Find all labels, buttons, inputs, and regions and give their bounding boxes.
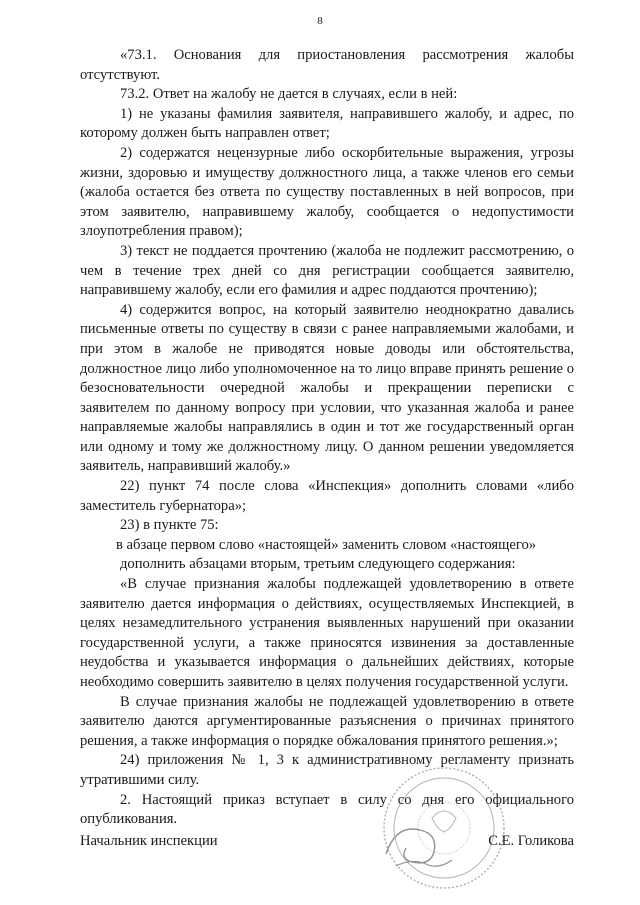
document-body bbox=[80, 46, 574, 830]
paragraph-quote-1: «В случае признания жалобы подлежащей удовлетворению в ответе заявителю дается информация о действиях, осуществляемых Инспекцией, в целях незамедлительного устранения выявленных нарушений при оказании государственной услуги, а также приносятся извинения за доставленные неудобства и указывается информация о дальнейших действиях, которые необходимо совершить заявителю в целях получения государственной услуги. bbox=[80, 576, 574, 690]
paragraph-24: 24) приложения № 1, 3 к административному регламенту признать утратившими силу. bbox=[80, 752, 574, 788]
paragraph-item-2: 2) содержатся нецензурные либо оскорбительные выражения, угрозы жизни, здоровью и имуществу должностного лица, а также членов его семьи (жалоба остается без ответа по существу поставленных в ней вопросов, при этом заявителю, направившему жалобу, сообщается о недопустимости злоупотребления правом); bbox=[80, 144, 574, 240]
paragraph-22: 22) пункт 74 после слова «Инспекция» дополнить словами «либо заместитель губернатора»; bbox=[80, 478, 574, 514]
signature-name: С.Е. Голикова bbox=[488, 833, 574, 849]
signature-block bbox=[80, 832, 574, 854]
paragraph-23-first: в абзаце первом слово «настоящей» заменить словом «настоящего» bbox=[116, 536, 537, 553]
paragraph-23-add: дополнить абзацами вторым, третьим следующего содержания: bbox=[120, 556, 516, 573]
paragraph-quote-2: В случае признания жалобы не подлежащей удовлетворению в ответе заявителю даются аргументированные разъяснения о причинах принятого решения, а также информация о порядке обжалования принятого решения.»; bbox=[80, 693, 574, 749]
official-seal-icon bbox=[356, 758, 506, 898]
paragraph-item-4: 4) содержится вопрос, на который заявителю неоднократно давались письменные ответы по существу в связи с ранее направляемыми жалобами, и при этом в жалобе не приводятся новые доводы или обстоятельства, должностное лицо либо уполномоченное на то лицо вправе принять решение о безосновательности очередной жалобы и прекращении переписки с заявителем по данному вопросу при условии, что указанная жалоба и ранее направляемые жалобы направлялись в один и тот же государственный орган или одному и тому же должностному лицу. О данном решении уведомляется заявитель, направивший жалобу.» bbox=[80, 301, 574, 475]
signature-title: Начальник инспекции bbox=[80, 833, 218, 849]
paragraph-73-2: 73.2. Ответ на жалобу не дается в случаях, если в ней: bbox=[120, 86, 458, 103]
paragraph-item-1: 1) не указаны фамилия заявителя, направившего жалобу, и адрес, по которому должен быть направлен ответ; bbox=[80, 105, 574, 142]
paragraph-item-3: 3) текст не поддается прочтению (жалоба не подлежит рассмотрению, о чем в течение трех дней со дня регистрации сообщается заявителю, направившему жалобу, если его фамилия и адрес поддаются прочтению); bbox=[80, 242, 574, 299]
paragraph-23: 23) в пункте 75: bbox=[120, 517, 219, 534]
paragraph-2: 2. Настоящий приказ вступает в силу со дня его официального опубликования. bbox=[80, 791, 574, 828]
page-number: 8 bbox=[317, 15, 323, 27]
paragraph-73-1: «73.1. Основания для приостановления рассмотрения жалобы отсутствуют. bbox=[80, 47, 574, 83]
